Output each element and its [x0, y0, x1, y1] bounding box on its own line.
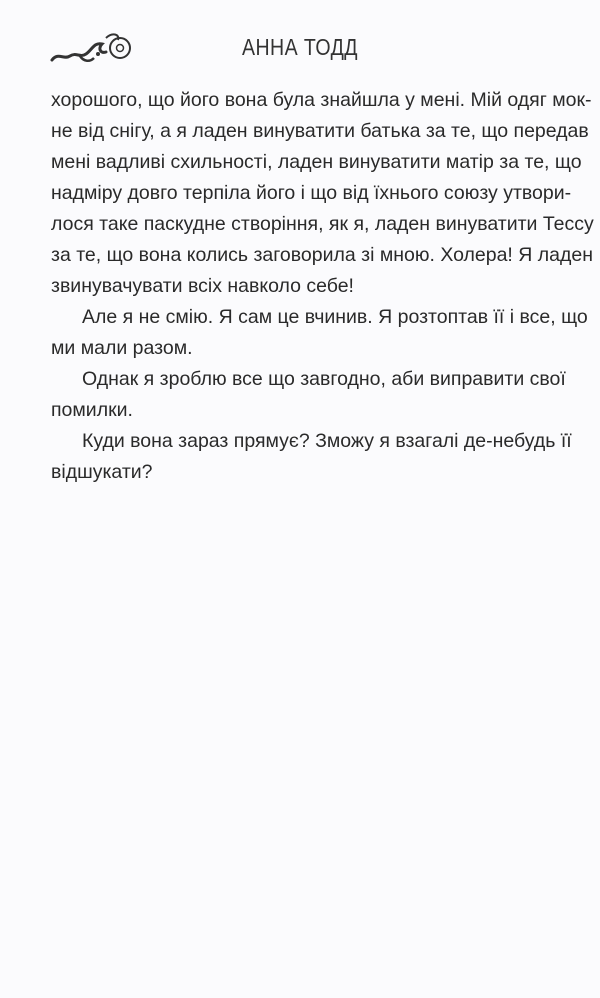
- paragraph: [51, 302, 588, 364]
- text-line: мені вадливі схильності, ладен винуватити матір за те, що: [51, 151, 582, 173]
- paragraph: [51, 426, 572, 488]
- text-line: Однак я зроблю все що завгодно, аби виправити свої: [82, 368, 566, 390]
- text-line: Куди вона зараз прямує? Зможу я взагалі де-небудь її: [82, 430, 572, 452]
- text-line: помилки.: [51, 399, 133, 421]
- body-text: [51, 85, 594, 488]
- text-line: Але я не смію. Я сам це вчинив. Я розтоптав її і все, що: [82, 306, 588, 328]
- text-line: лося таке паскудне створіння, як я, ладен винуватити Тессу: [51, 213, 594, 235]
- text-line: не від снігу, а я ладен винуватити батька за те, що передав: [51, 120, 589, 142]
- running-title: АННА ТОДД: [242, 34, 358, 60]
- paragraph: [51, 85, 594, 302]
- page-header: [0, 30, 600, 70]
- text-line: надміру довго терпіла його і що від їхнього союзу утвори-: [51, 182, 572, 204]
- text-line: хорошого, що його вона була знайшла у мені. Мій одяг мок-: [51, 89, 592, 111]
- text-line: за те, що вона колись заговорила зі мною. Холера! Я ладен: [51, 244, 593, 266]
- text-line: відшукати?: [51, 461, 153, 483]
- text-line: звинувачувати всіх навколо себе!: [51, 275, 354, 297]
- paragraph: [51, 364, 566, 426]
- text-line: ми мали разом.: [51, 337, 193, 359]
